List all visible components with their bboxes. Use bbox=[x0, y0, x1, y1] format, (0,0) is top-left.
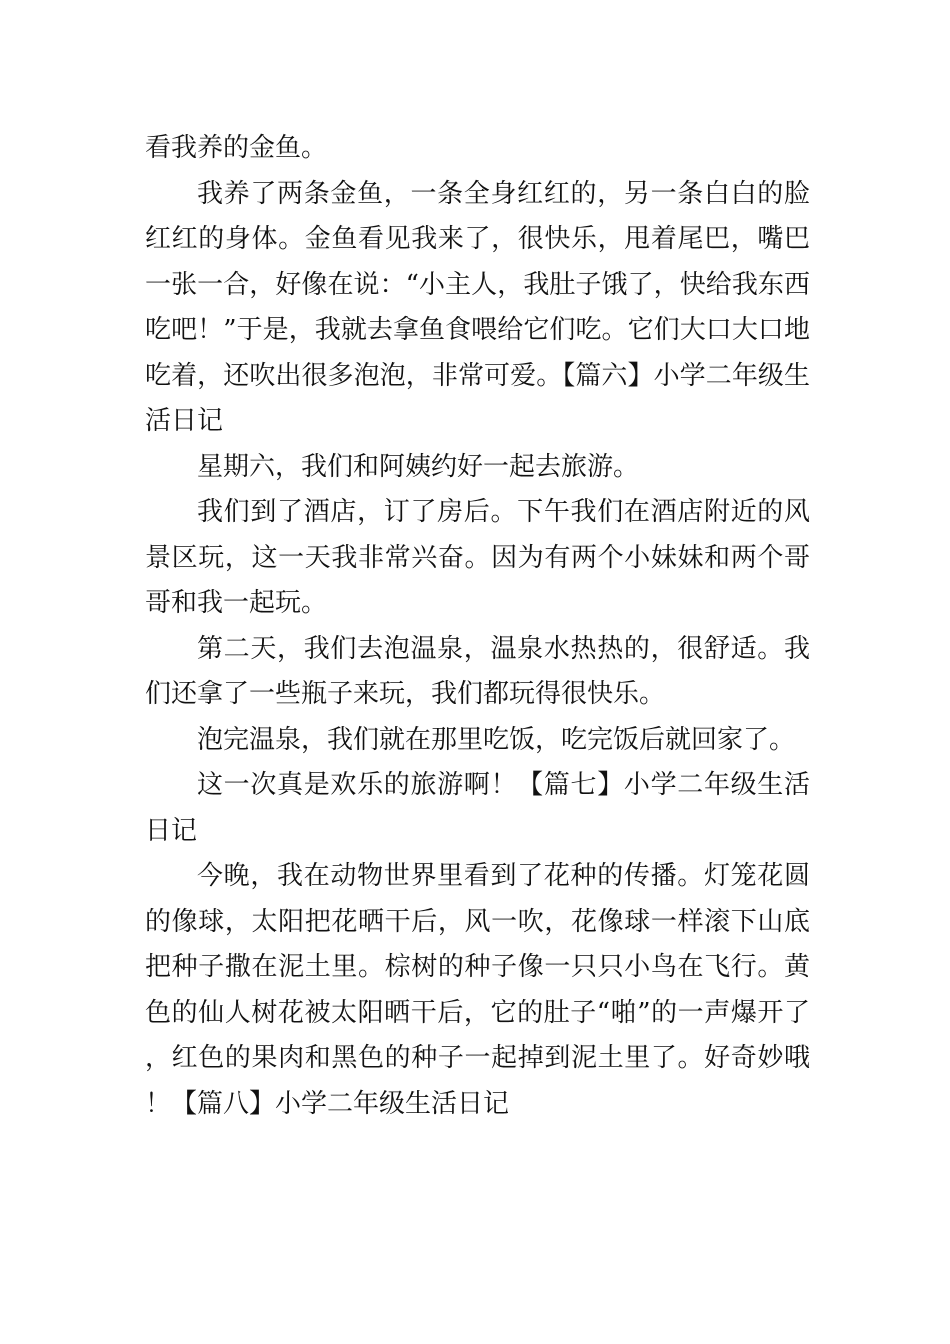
body-text bbox=[145, 126, 810, 1127]
paragraph-dinner: 泡完温泉，我们就在那里吃饭，吃完饭后就回家了。 bbox=[197, 724, 796, 755]
paragraph-hot-spring: 第二天，我们去泡温泉，温泉水热热的，很舒适。我们还拿了一些瓶子来玩，我们都玩得很快乐。 bbox=[145, 633, 810, 709]
paragraph-seeds: 今晚，我在动物世界里看到了花种的传播。灯笼花圆的像球，太阳把花晒干后，风一吹，花像球一样滚下山底把种子撒在泥土里。棕树的种子像一只只小鸟在飞行。黄色的仙人树花被太阳晒干后，它的肚子“啪”的一声爆开了，红色的果肉和黑色的种子一起掉到泥土里了。好奇妙哦！【篇八】小学二年级生活日记 bbox=[145, 861, 810, 1119]
paragraph-continuation: 看我养的金鱼。 bbox=[145, 133, 328, 163]
paragraph-goldfish: 我养了两条金鱼，一条全身红红的，另一条白白的脸红红的身体。金鱼看见我来了，很快乐，甩着尾巴，嘴巴一张一合，好像在说：“小主人，我肚子饿了，快给我东西吃吧！”于是，我就去拿鱼食喂给它们吃。它们大口大口地吃着，还吹出很多泡泡，非常可爱。【篇六】小学二年级生活日记 bbox=[145, 178, 810, 436]
paragraph-hotel: 我们到了酒店，订了房后。下午我们在酒店附近的风景区玩，这一天我非常兴奋。因为有两个小妹妹和两个哥哥和我一起玩。 bbox=[145, 497, 810, 618]
paragraph-saturday: 星期六，我们和阿姨约好一起去旅游。 bbox=[197, 451, 640, 482]
paragraph-happy-trip: 这一次真是欢乐的旅游啊！【篇七】小学二年级生活日记 bbox=[145, 770, 810, 846]
